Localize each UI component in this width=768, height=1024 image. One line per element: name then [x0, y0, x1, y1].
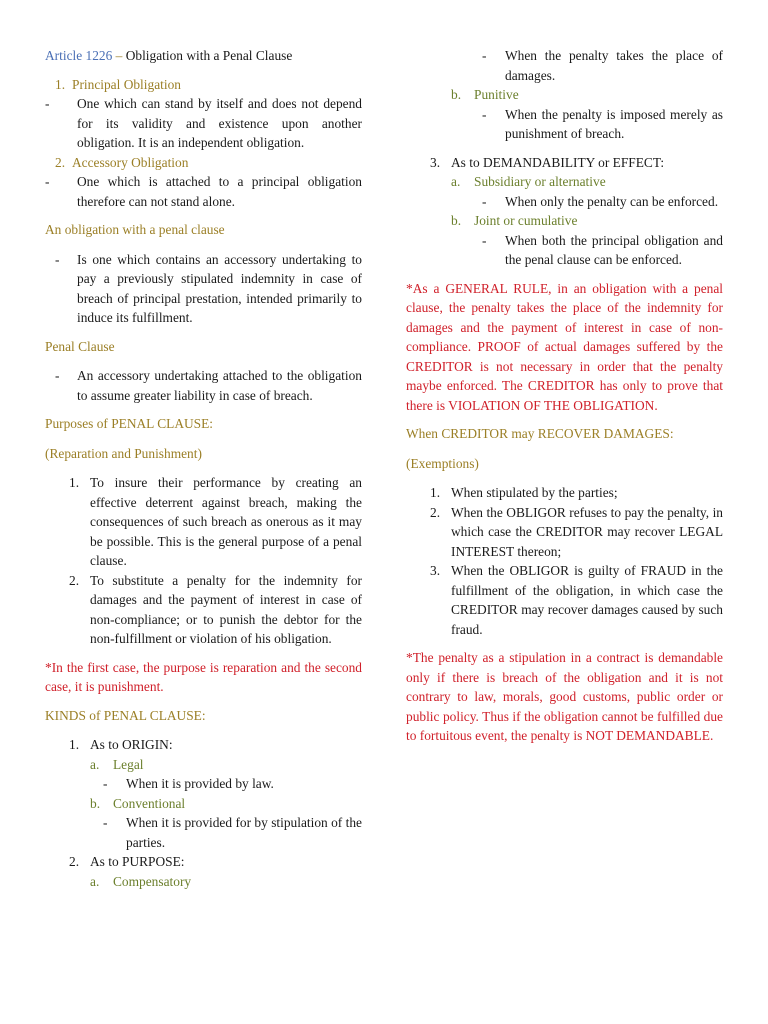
purposes-heading: Purposes of PENAL CLAUSE: — [45, 416, 214, 431]
joint-def: - When both the principal obligation and the penal clause can be enforced. — [482, 232, 723, 267]
subsidiary-def: - When only the penalty can be enforced. — [482, 193, 719, 209]
kind-purpose: 2. As to PURPOSE: — [69, 854, 185, 869]
kind-legal-def: - When it is provided by law. — [103, 776, 274, 791]
purpose-item-2: 2. To substitute a penalty for the indemnity for damages and the payment of interest in case of non-compliance; or to punish the debtor for the non-fulfillment or violation of his obligation. — [69, 572, 362, 646]
left-column — [45, 46, 362, 891]
kind-demandability: 3. As to DEMANDABILITY or EFFECT: — [430, 154, 665, 170]
right-column — [406, 46, 723, 746]
purposes-subheading: (Reparation and Punishment) — [45, 445, 202, 461]
article-title: Article 1226 – Obligation with a Penal Clause — [45, 48, 293, 63]
kinds-heading: KINDS of PENAL CLAUSE: — [45, 707, 206, 723]
recover-item-1: 1. When stipulated by the parties; — [430, 485, 618, 500]
recover-subheading: (Exemptions) — [406, 455, 479, 471]
kind-compensatory: a. Compensatory — [90, 873, 192, 889]
penal-clause-heading: Penal Clause — [45, 338, 115, 354]
recover-item-2: 2. When the OBLIGOR refuses to pay the penalty, in which case the CREDITOR may recover LEGAL INTEREST thereon; — [430, 504, 723, 559]
penal-obligation-def: - Is one which contains an accessory undertaking to pay a previously stipulated indemnity in case of breach of principal prestation, intended primarily to induce its fulfillment. — [55, 251, 362, 325]
recover-item-3: 3. When the OBLIGOR is guilty of FRAUD in the fulfillment of the obligation, in which case the CREDITOR may recover damages caused by such fraud. — [430, 563, 723, 637]
penal-clause-def: - An accessory undertaking attached to the obligation to assume greater liability in case of breach. — [55, 368, 362, 403]
penal-obligation-heading: An obligation with a penal clause — [45, 222, 225, 237]
compensatory-def: - When the penalty takes the place of damages. — [482, 48, 723, 83]
accessory-obligation-heading: 2. Accessory Obligation — [55, 154, 189, 170]
principal-obligation-heading: 1. Principal Obligation — [55, 76, 181, 92]
purpose-item-1: 1. To insure their performance by creating an effective deterrent against breach, making the consequences of such breach as onerous as it may be possible. This is the general purpose of a penal clause. — [69, 475, 362, 568]
stipulation-note: *The penalty as a stipulation in a contract is demandable only if there is breach of the obligation and it is not contrary to law, morals, good customs, public order or public policy. Thus if the obligation cannot be fulfilled due to fortuitous event, the penalty is NOT DEMANDABLE. — [406, 650, 723, 743]
kind-legal: a. Legal — [90, 756, 144, 772]
recover-heading: When CREDITOR may RECOVER DAMAGES: — [406, 426, 674, 441]
principal-obligation-def: - One which can stand by itself and does not depend for its validity and existence upon another obligation. It is an independent obligation. — [45, 96, 362, 150]
kind-conventional-def: - When it is provided for by stipulation of the parties. — [103, 815, 362, 850]
kind-subsidiary: a. Subsidiary or alternative — [451, 174, 606, 189]
kind-conventional: b. Conventional — [90, 795, 186, 811]
punitive-def: - When the penalty is imposed merely as punishment of breach. — [482, 106, 723, 141]
purposes-note: *In the first case, the purpose is reparation and the second case, it is punishment. — [45, 659, 362, 694]
kind-joint: b. Joint or cumulative — [451, 213, 578, 228]
kind-punitive: b. Punitive — [451, 87, 519, 102]
kind-origin: 1. As to ORIGIN: — [69, 737, 173, 752]
accessory-obligation-def: - One which is attached to a principal obligation therefore can not stand alone. — [45, 174, 362, 209]
general-rule-note: *As a GENERAL RULE, in an obligation with a penal clause, the penalty takes the place of the indemnity for damages and the payment of interest in case of non-compliance. PROOF of actual damages suffered by the CREDITOR is not necessary in order that the penalty maybe enforced. The CREDITOR has only to prove that there is VIOLATION OF THE OBLIGATION. — [406, 280, 723, 413]
